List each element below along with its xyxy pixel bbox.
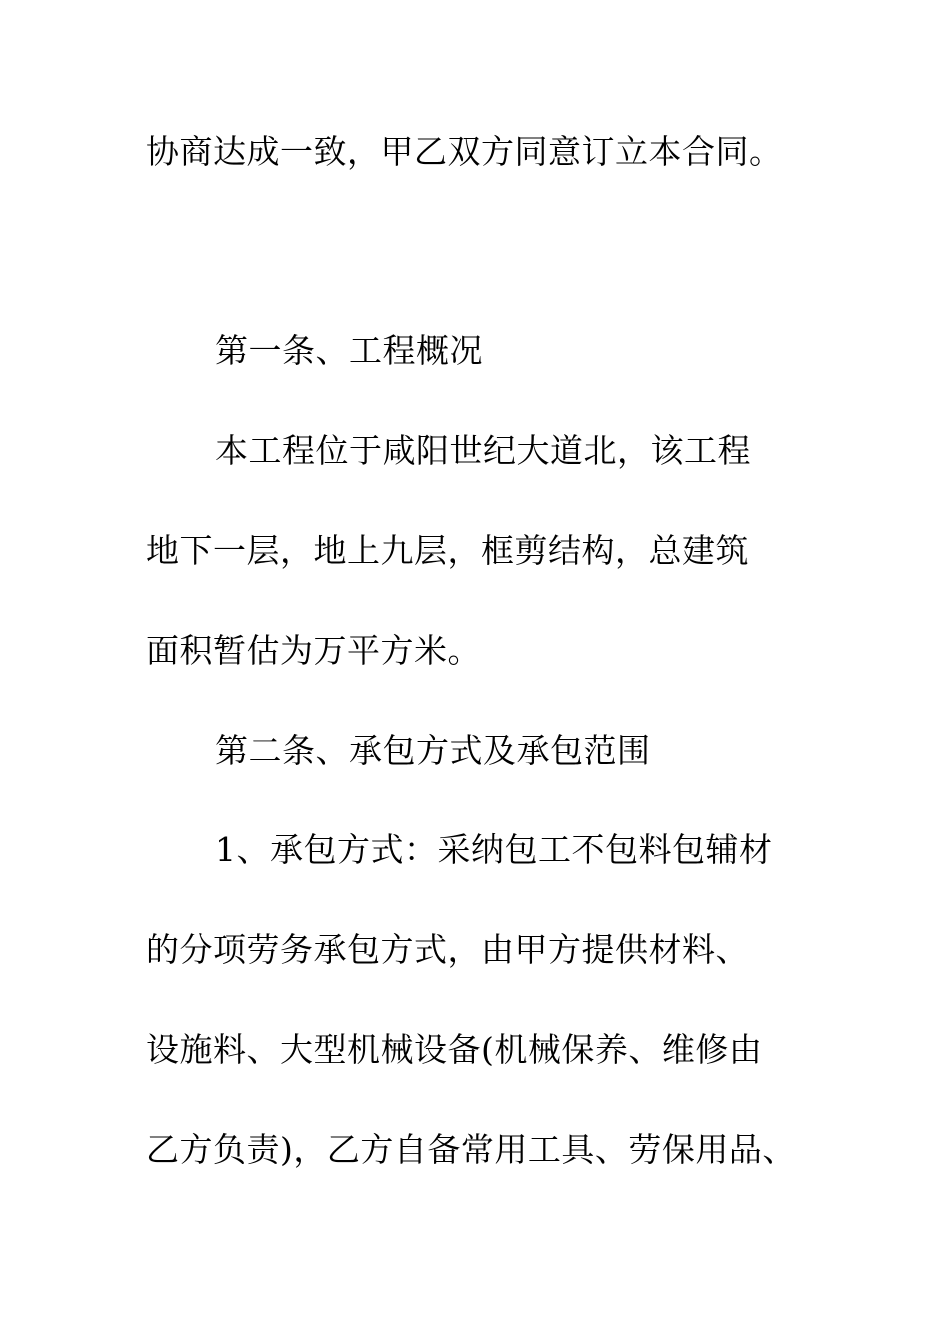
paragraph-line: 面积暂估为万平方米。 <box>146 631 481 670</box>
paragraph-line: 设施料、大型机械设备(机械保养、维修由 <box>146 1030 763 1069</box>
paragraph-line: 本工程位于咸阳世纪大道北，该工程 <box>215 431 751 470</box>
paragraph-line: 协商达成一致，甲乙双方同意订立本合同。 <box>146 132 783 171</box>
section-heading: 第一条、工程概况 <box>215 331 483 370</box>
paragraph-line: 乙方负责)，乙方自备常用工具、劳保用品、 <box>146 1130 796 1169</box>
paragraph-line: 1、承包方式：采纳包工不包料包辅材 <box>215 830 773 869</box>
section-heading: 第二条、承包方式及承包范围 <box>215 731 651 770</box>
paragraph-line: 的分项劳务承包方式，由甲方提供材料、 <box>146 930 749 969</box>
paragraph-line: 地下一层，地上九层，框剪结构，总建筑 <box>146 531 749 570</box>
